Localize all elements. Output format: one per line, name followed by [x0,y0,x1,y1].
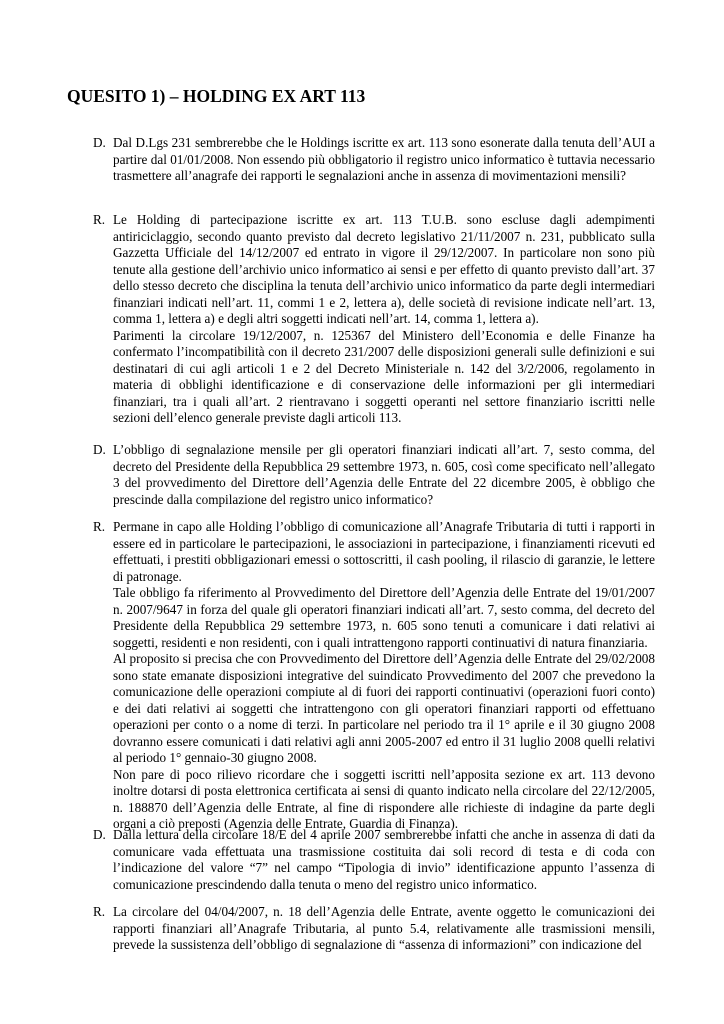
answer-paragraph: La circolare del 04/04/2007, n. 18 dell’Agenzia delle Entrate, avente oggetto le comunicazioni dei rapporti finanziari all’Anagrafe Tributaria, al punto 5.4, relativamente alle trasmissioni mensili, prevede la sussistenza dell’obbligo di segnalazione di “assenza di informazioni” con indicazione del [113,904,655,952]
question-text: Dalla lettura della circolare 18/E del 4 aprile 2007 sembrerebbe infatti che anche in assenza di dati da comunicare vada effettuata una trasmissione costituita dai soli record di testa e di coda con l’indicazione del valore “7” nel campo “Tipologia di invio” identificazione appunto l’assenza di comunicazione prescindendo dalla tenuta o meno del registro unico informatico. [113,827,655,892]
question-body [113,827,655,893]
answer-body [113,212,655,427]
question-3 [93,827,655,893]
answer-paragraph: Tale obbligo fa riferimento al Provvedimento del Direttore dell’Agenzia delle Entrate del 19/01/2007 n. 2007/9647 in forza del quale gli operatori finanziari indicati all’art. 7, sesto comma, del decreto del Presidente della Repubblica 29 settembre 1973, n. 605 sono tenuti a comunicare i dati relativi ai soggetti, residenti e non residenti, con i quali intrattengono rapporti continuativi di natura finanziaria. [113,585,655,650]
question-marker: D. [93,442,106,457]
question-marker: D. [93,827,106,842]
answer-paragraph: Non pare di poco rilievo ricordare che i soggetti iscritti nell’apposita sezione ex art. 113 devono inoltre dotarsi di posta elettronica certificata ai sensi di quanto indicato nella circolare del 22/12/2005, n. 188870 dell’Agenzia delle Entrate, al fine di rispondere alle richieste di indagine da parte degli organi a ciò preposti (Agenzia delle Entrate, Guardia di Finanza). [113,766,655,831]
answer-paragraph: Le Holding di partecipazione iscritte ex art. 113 T.U.B. sono escluse dagli adempimenti antiriciclaggio, secondo quanto previsto dal decreto legislativo 21/11/2007 n. 231, pubblicato sulla Gazzetta Ufficiale del 14/12/2007 ed entrato in vigore il 29/12/2007. In particolare non sono più tenute alla gestione dell’archivio unico informatico ai sensi e per effetto di quanto previsto dall’art. 37 dello stesso decreto che disciplina la tenuta dell’archivio unico informatico da parte degli intermediari finanziari indicati nell’art. 11, commi 1 e 2, lettera a), delle società di revisione indicate nell’art. 13, comma 1, lettera a) e degli altri soggetti indicati nell’art. 14, comma 1, lettera a). [113,212,655,326]
document-title: QUESITO 1) – HOLDING EX ART 113 [67,86,366,106]
question-body [113,442,655,508]
answer-2 [93,519,655,833]
question-2 [93,442,655,508]
question-text: L’obbligo di segnalazione mensile per gli operatori finanziari indicati all’art. 7, sesto comma, del decreto del Presidente della Repubblica 29 settembre 1973, n. 605, così come specificato nell’allegato 3 del provvedimento del Direttore dell’Agenzia delle Entrate del 22 dicembre 2005, è obbligo che prescinde dalla compilazione del registro unico informatico? [113,442,655,507]
question-marker: D. [93,135,106,150]
answer-body [113,519,655,833]
question-text: Dal D.Lgs 231 sembrerebbe che le Holdings iscritte ex art. 113 sono esonerate dalla tenuta dell’AUI a partire dal 01/01/2008. Non essendo più obbligatorio il registro unico informatico è tuttavia necessario trasmettere all’anagrafe dei rapporti le segnalazioni anche in assenza di movimentazioni mensili? [113,135,655,183]
answer-marker: R. [93,212,106,227]
answer-marker: R. [93,519,106,534]
answer-marker: R. [93,904,106,919]
answer-paragraph: Al proposito si precisa che con Provvedimento del Direttore dell’Agenzia delle Entrate del 29/02/2008 sono state emanate disposizioni integrative del suindicato Provvedimento del 2007 che prevedono la comunicazione delle operazioni compiute al di fuori dei rapporti continuativi (operazioni fuori conto) e dei dati relativi ai soggetti che intrattengono con gli operatori finanziari rapporti od effettuano operazioni per conto o a nome di terzi. In particolare nel periodo tra il 1° aprile e il 30 giugno 2008 dovranno essere comunicati i dati relativi agli anni 2005-2007 ed entro il 31 luglio 2008 quelli relativi al periodo 1° gennaio-30 giugno 2008. [113,651,655,765]
answer-1 [93,212,655,427]
answer-paragraph: Permane in capo alle Holding l’obbligo di comunicazione all’Anagrafe Tributaria di tutti i rapporti in essere ed in particolare le partecipazioni, le associazioni in partecipazione, i finanziamenti ricevuti ed effettuati, i prestiti obbligazionari emessi o sottoscritti, il cash pooling, il rilascio di garanzie, le lettere di patronage. [113,519,655,584]
answer-paragraph: Parimenti la circolare 19/12/2007, n. 125367 del Ministero dell’Economia e delle Finanze ha confermato l’incompatibilità con il decreto 231/2007 delle disposizioni generali sulle definizioni e sui destinatari di cui agli articoli 1 e 2 del Decreto Ministeriale n. 142 del 3/2/2006, regolamento in materia di obblighi identificazione e di conservazione delle informazioni per gli intermediari finanziari, tra i quali all’art. 2 rientravano i soggetti operanti nel settore finanziario iscritti nelle sezioni dell’elenco generale previste dagli articoli 113. [113,327,655,425]
question-body [113,135,655,185]
answer-3 [93,904,655,954]
answer-body [113,904,655,954]
question-1 [93,135,655,185]
